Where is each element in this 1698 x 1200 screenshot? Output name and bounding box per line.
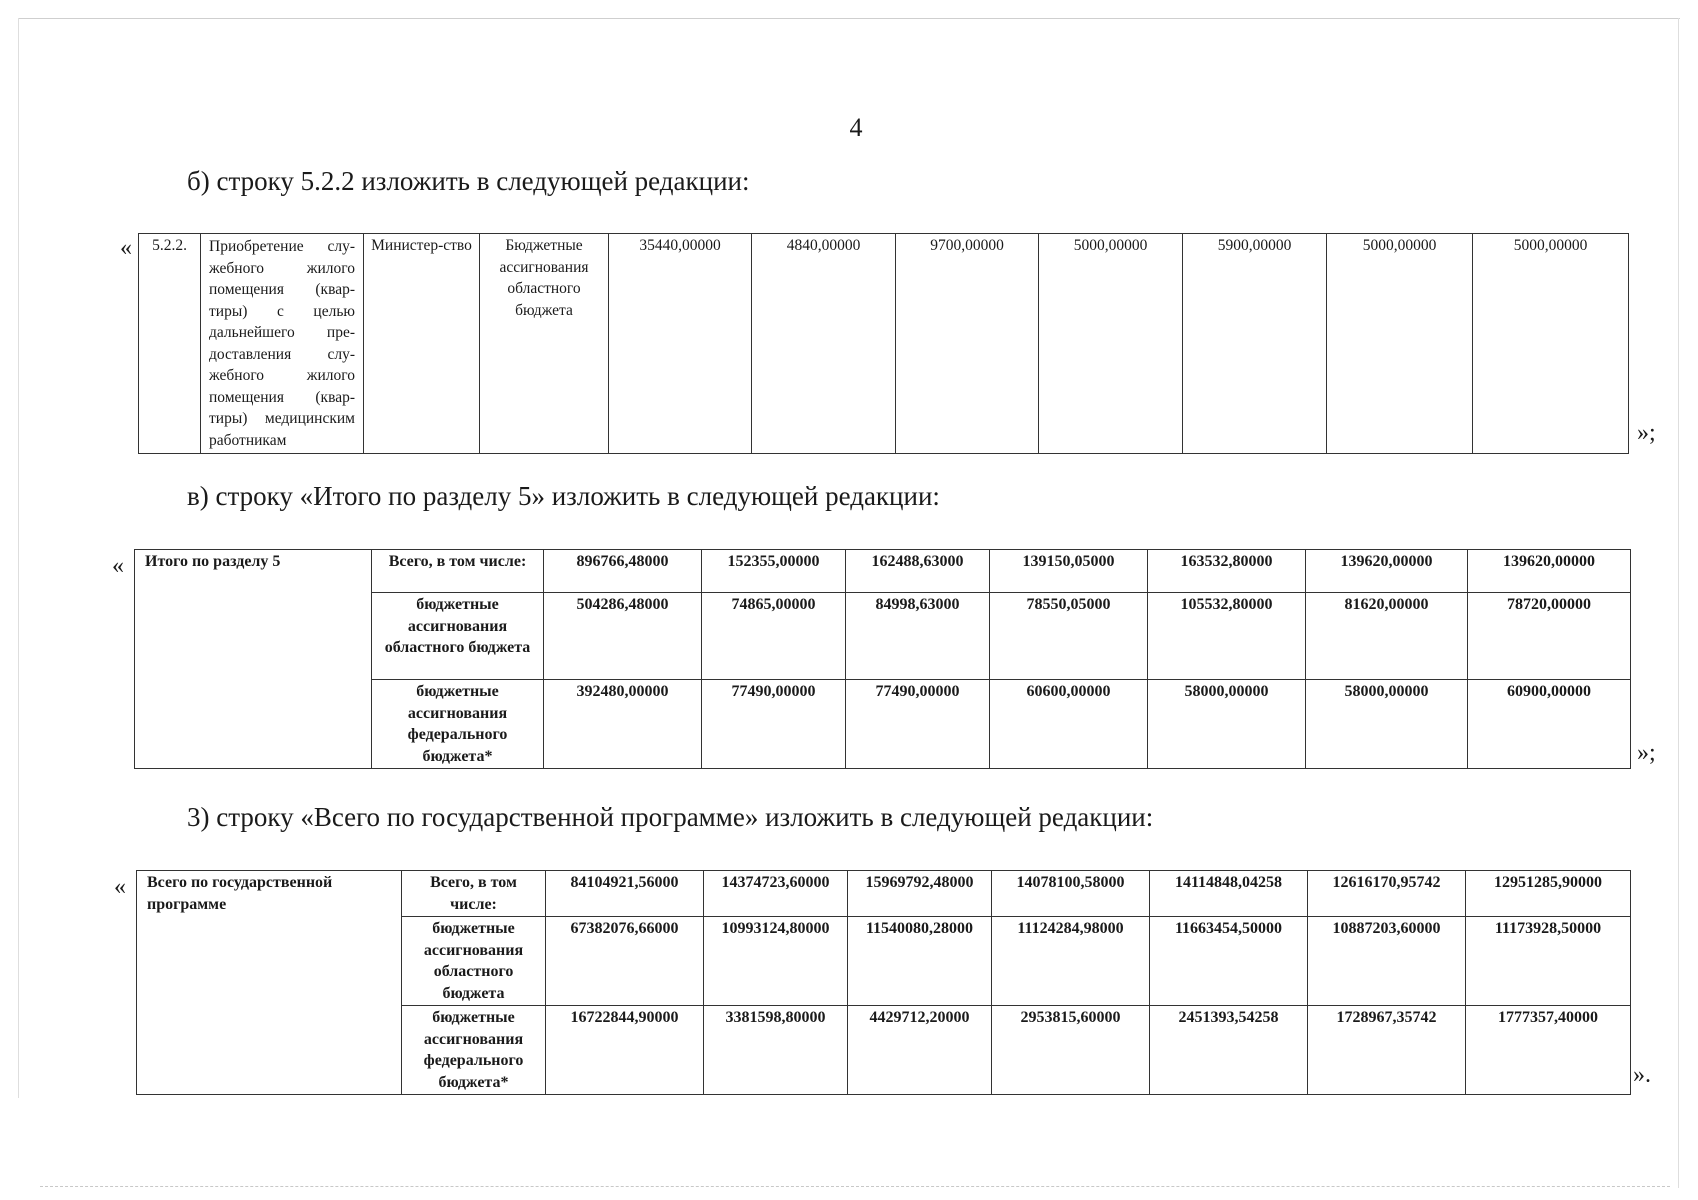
row-number: 5.2.2. (139, 234, 201, 454)
value-cell: 9700,00000 (896, 234, 1039, 454)
value-cell: 10887203,60000 (1308, 917, 1466, 1006)
value-cell: 58000,00000 (1148, 680, 1306, 769)
page-edge-bottom (40, 1186, 1670, 1187)
section-3-open-quote: « (114, 874, 126, 900)
value-cell: 3381598,80000 (704, 1006, 848, 1095)
page-edge-top (18, 18, 1680, 19)
table-row (137, 871, 1631, 917)
value-cell: 74865,00000 (702, 593, 846, 680)
value-cell: 163532,80000 (1148, 550, 1306, 593)
value-cell: 139620,00000 (1306, 550, 1468, 593)
value-cell: 60900,00000 (1468, 680, 1631, 769)
row-label: Всего по государственной программе (137, 871, 402, 1095)
row-type: бюджетные ассигнования областного бюджета (402, 917, 546, 1006)
value-cell: 5900,00000 (1183, 234, 1327, 454)
value-cell: 84998,63000 (846, 593, 990, 680)
value-cell: 78720,00000 (1468, 593, 1631, 680)
value-cell: 84104921,56000 (546, 871, 704, 917)
row-type: бюджетные ассигнования федерального бюджета* (372, 680, 544, 769)
table-row (135, 550, 1631, 593)
value-cell: 392480,00000 (544, 680, 702, 769)
value-cell: 12951285,90000 (1466, 871, 1631, 917)
value-cell: 5000,00000 (1473, 234, 1629, 454)
value-cell: 504286,48000 (544, 593, 702, 680)
value-cell: 12616170,95742 (1308, 871, 1466, 917)
value-cell: 139620,00000 (1468, 550, 1631, 593)
value-cell: 11663454,50000 (1150, 917, 1308, 1006)
table-row (139, 234, 1629, 454)
value-cell: 162488,63000 (846, 550, 990, 593)
value-cell: 5000,00000 (1327, 234, 1473, 454)
value-cell: 77490,00000 (702, 680, 846, 769)
value-cell: 14078100,58000 (992, 871, 1150, 917)
row-source: Бюджетные ассигнования областного бюджета (480, 234, 609, 454)
row-executor: Министер-ство (364, 234, 480, 454)
value-cell: 14374723,60000 (704, 871, 848, 917)
page-number: 4 (849, 113, 863, 142)
value-cell: 896766,48000 (544, 550, 702, 593)
section-v-table (134, 549, 1631, 769)
value-cell: 81620,00000 (1306, 593, 1468, 680)
value-cell: 2953815,60000 (992, 1006, 1150, 1095)
value-cell: 77490,00000 (846, 680, 990, 769)
value-cell: 4840,00000 (752, 234, 896, 454)
value-cell: 11540080,28000 (848, 917, 992, 1006)
value-cell: 139150,05000 (990, 550, 1148, 593)
value-cell: 11124284,98000 (992, 917, 1150, 1006)
row-name: Приобретение слу-жебного жилого помещения (квар-тиры) с целью дальнейшего пре-доставления слу-жебного жилого помещения (квар-тиры) медицинским работникам (201, 234, 364, 454)
section-v-heading: в) строку «Итого по разделу 5» изложить в следующей редакции: (187, 481, 940, 511)
row-type: Всего, в том числе: (372, 550, 544, 593)
page-edge-right (1678, 18, 1679, 1188)
row-type: бюджетные ассигнования областного бюджета (372, 593, 544, 680)
value-cell: 1777357,40000 (1466, 1006, 1631, 1095)
value-cell: 2451393,54258 (1150, 1006, 1308, 1095)
page-edge-left (18, 18, 19, 1098)
section-b-close-quote: »; (1637, 420, 1656, 446)
section-3-heading: 3) строку «Всего по государственной программе» изложить в следующей редакции: (187, 802, 1154, 832)
value-cell: 1728967,35742 (1308, 1006, 1466, 1095)
value-cell: 10993124,80000 (704, 917, 848, 1006)
value-cell: 16722844,90000 (546, 1006, 704, 1095)
row-label: Итого по разделу 5 (135, 550, 372, 769)
value-cell: 35440,00000 (609, 234, 752, 454)
value-cell: 152355,00000 (702, 550, 846, 593)
row-type: Всего, в том числе: (402, 871, 546, 917)
value-cell: 67382076,66000 (546, 917, 704, 1006)
value-cell: 5000,00000 (1039, 234, 1183, 454)
row-type: бюджетные ассигнования федерального бюджета* (402, 1006, 546, 1095)
section-b-heading: б) строку 5.2.2 изложить в следующей редакции: (187, 166, 750, 196)
section-v-close-quote: »; (1637, 740, 1656, 766)
section-3-close-quote: ». (1633, 1062, 1651, 1088)
section-3-table (136, 870, 1631, 1095)
value-cell: 78550,05000 (990, 593, 1148, 680)
value-cell: 15969792,48000 (848, 871, 992, 917)
value-cell: 14114848,04258 (1150, 871, 1308, 917)
section-b-open-quote: « (120, 235, 132, 261)
section-v-open-quote: « (112, 553, 124, 579)
value-cell: 60600,00000 (990, 680, 1148, 769)
value-cell: 58000,00000 (1306, 680, 1468, 769)
value-cell: 4429712,20000 (848, 1006, 992, 1095)
section-b-table (138, 233, 1629, 454)
value-cell: 105532,80000 (1148, 593, 1306, 680)
value-cell: 11173928,50000 (1466, 917, 1631, 1006)
